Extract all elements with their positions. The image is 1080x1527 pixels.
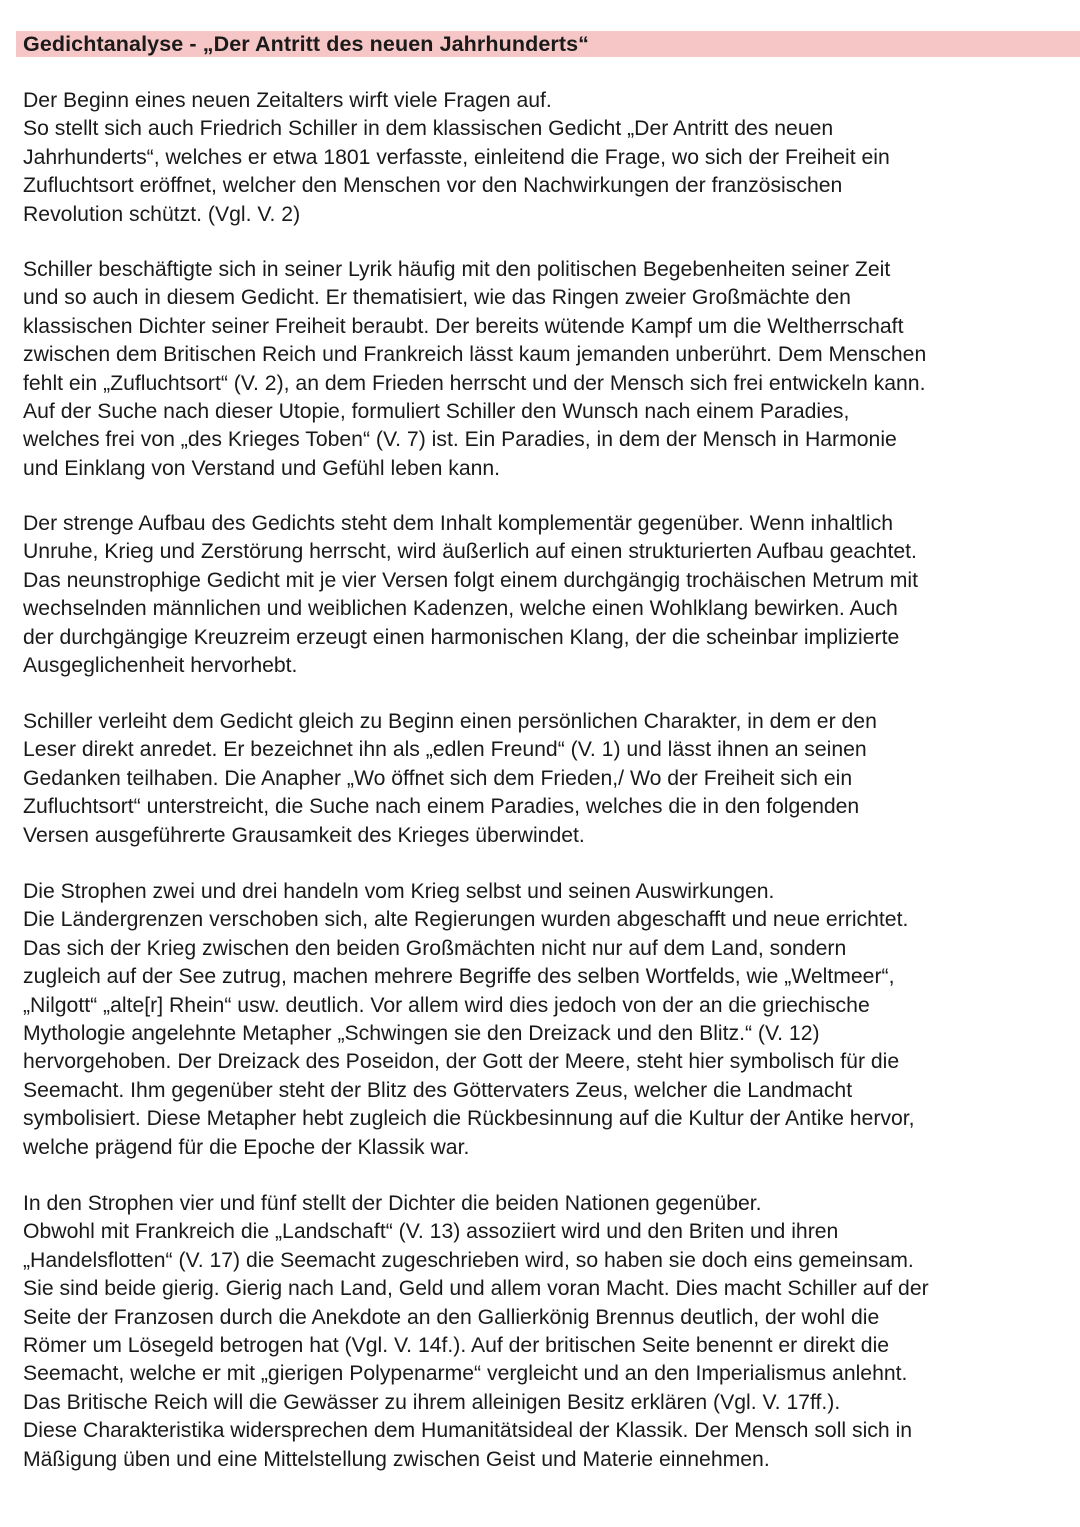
- text-line: Das Britische Reich will die Gewässer zu ihrem alleinigen Besitz erklären (Vgl. V. 17ff.).: [23, 1390, 841, 1414]
- text-line: Die Ländergrenzen verschoben sich, alte Regierungen wurden abgeschafft und neue errichtet.: [23, 908, 909, 932]
- text-line: wechselnden männlichen und weiblichen Kadenzen, welche einen Wohlklang bewirken. Auch: [23, 597, 898, 621]
- paragraph-first-stanza: [23, 708, 1073, 850]
- text-line: fehlt ein „Zufluchtsort“ (V. 2), an dem Frieden herrscht und der Mensch sich frei entwickeln kann.: [23, 371, 926, 395]
- text-line: So stellt sich auch Friedrich Schiller in dem klassischen Gedicht „Der Antritt des neuen: [23, 117, 834, 141]
- text-line: und so auch in diesem Gedicht. Er thematisiert, wie das Ringen zweier Großmächte den: [23, 286, 851, 310]
- text-line: Mythologie angelehnte Metapher „Schwingen sie den Dreizack und den Blitz.“ (V. 12): [23, 1021, 820, 1045]
- text-line: Die Strophen zwei und drei handeln vom Krieg selbst und seinen Auswirkungen.: [23, 880, 775, 903]
- text-line: Römer um Lösegeld betrogen hat (Vgl. V. 14f.). Auf der britischen Seite benennt er direkt die: [23, 1333, 890, 1357]
- text-line: „Nilgott“ „alte[r] Rhein“ usw. deutlich. Vor allem wird dies jedoch von der an die griechische: [23, 993, 870, 1017]
- text-line: Diese Charakteristika widersprechen dem Humanitätsideal der Klassik. Der Mensch soll sich in: [23, 1419, 913, 1443]
- text-line: Zufluchtsort“ unterstreicht, die Suche nach einem Paradies, welches die in den folgenden: [23, 795, 860, 819]
- text-line: Zufluchtsort eröffnet, welcher den Menschen vor den Nachwirkungen der französischen: [23, 174, 843, 198]
- text-line: Der Beginn eines neuen Zeitalters wirft viele Fragen auf.: [23, 89, 552, 112]
- text-line: Ausgeglichenheit hervorhebt.: [23, 653, 298, 677]
- text-line: Leser direkt anredet. Er bezeichnet ihn als „edlen Freund“ (V. 1) und lässt ihnen an seinen: [23, 738, 867, 762]
- text-line: Obwohl mit Frankreich die „Landschaft“ (V. 13) assoziiert wird und den Briten und ihren: [23, 1220, 839, 1244]
- text-line: Auf der Suche nach dieser Utopie, formuliert Schiller den Wunsch nach einem Paradies,: [23, 399, 850, 423]
- text-line: zwischen dem Britischen Reich und Frankreich lässt kaum jemanden unberührt. Dem Menschen: [23, 343, 927, 367]
- paragraph-structure: [23, 510, 1073, 680]
- text-line: Schiller verleiht dem Gedicht gleich zu Beginn einen persönlichen Charakter, in dem er den: [23, 710, 877, 733]
- text-line: Sie sind beide gierig. Gierig nach Land, Geld und allem voran Macht. Dies macht Schiller auf der: [23, 1277, 929, 1301]
- text-line: der durchgängige Kreuzreim erzeugt einen harmonischen Klang, der die scheinbar implizierte: [23, 625, 900, 649]
- paragraph-stanzas-two-three: [23, 878, 1073, 1162]
- text-line: Das sich der Krieg zwischen den beiden Großmächten nicht nur auf dem Land, sondern: [23, 936, 847, 960]
- text-line: klassischen Dichter seiner Freiheit beraubt. Der bereits wütende Kampf um die Weltherrschaft: [23, 314, 904, 338]
- text-line: Gedanken teilhaben. Die Anapher „Wo öffnet sich dem Frieden,/ Wo der Freiheit sich ein: [23, 766, 853, 790]
- text-line: welche prägend für die Epoche der Klassik war.: [23, 1135, 470, 1159]
- text-line: hervorgehoben. Der Dreizack des Poseidon, der Gott der Meere, steht hier symbolisch für die: [23, 1050, 900, 1074]
- page-title: Gedichtanalyse - „Der Antritt des neuen Jahrhunderts“: [23, 32, 590, 56]
- text-line: Seemacht, welche er mit „gierigen Polypenarme“ vergleicht und an den Imperialismus anlehnt.: [23, 1362, 908, 1386]
- text-line: Unruhe, Krieg und Zerstörung herrscht, wird äußerlich auf einen strukturierten Aufbau geachtet.: [23, 540, 917, 564]
- text-line: Das neunstrophige Gedicht mit je vier Versen folgt einem durchgängig trochäischen Metrum mit: [23, 568, 919, 592]
- text-line: Der strenge Aufbau des Gedichts steht dem Inhalt komplementär gegenüber. Wenn inhaltlich: [23, 512, 893, 535]
- text-line: und Einklang von Verstand und Gefühl leben kann.: [23, 456, 501, 480]
- text-line: Schiller beschäftigte sich in seiner Lyrik häufig mit den politischen Begebenheiten seiner Zeit: [23, 258, 891, 281]
- paragraph-context: [23, 256, 1073, 483]
- text-line: Revolution schützt. (Vgl. V. 2): [23, 202, 301, 226]
- text-line: „Handelsflotten“ (V. 17) die Seemacht zugeschrieben wird, so haben sie doch eins gemeinsam.: [23, 1248, 914, 1272]
- text-line: Seemacht. Ihm gegenüber steht der Blitz des Göttervaters Zeus, welcher die Landmacht: [23, 1078, 853, 1102]
- text-line: welches frei von „des Krieges Toben“ (V. 7) ist. Ein Paradies, in dem der Mensch in Harmonie: [23, 428, 897, 452]
- paragraph-stanzas-four-five: [23, 1190, 1073, 1474]
- text-line: Mäßigung üben und eine Mittelstellung zwischen Geist und Materie einnehmen.: [23, 1447, 770, 1471]
- text-line: Versen ausgeführerte Grausamkeit des Krieges überwindet.: [23, 823, 585, 847]
- text-line: In den Strophen vier und fünf stellt der Dichter die beiden Nationen gegenüber.: [23, 1192, 762, 1215]
- text-line: Seite der Franzosen durch die Anekdote an den Gallierkönig Brennus deutlich, der wohl die: [23, 1305, 880, 1329]
- text-line: Jahrhunderts“, welches er etwa 1801 verfasste, einleitend die Frage, wo sich der Freiheit ein: [23, 145, 890, 169]
- paragraph-introduction: [23, 87, 1073, 229]
- text-line: symbolisiert. Diese Metapher hebt zugleich die Rückbesinnung auf die Kultur der Antike hervor,: [23, 1107, 915, 1131]
- text-line: zugleich auf der See zutrug, machen mehrere Begriffe des selben Wortfelds, wie „Weltmeer“,: [23, 965, 895, 989]
